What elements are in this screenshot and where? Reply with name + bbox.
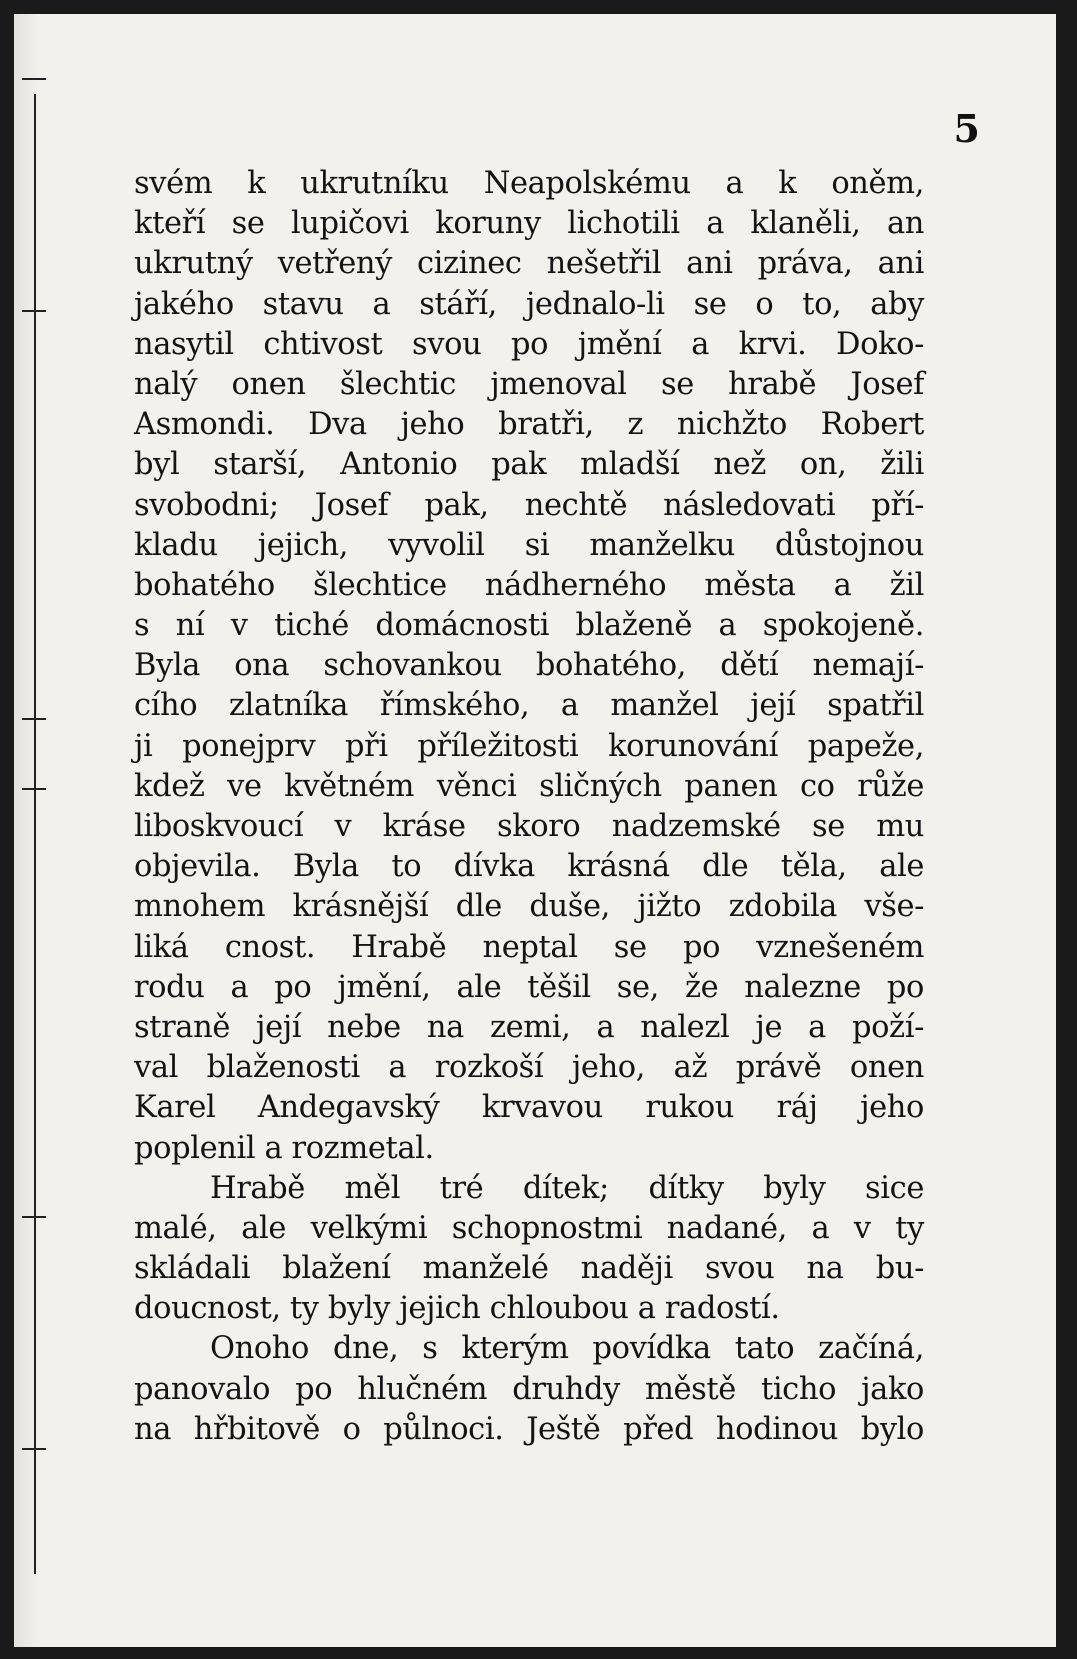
gutter-rule — [34, 94, 36, 1574]
text-line: straně její nebe na zemi, a nalezl je a poží- — [134, 1009, 924, 1045]
gutter-mark — [22, 78, 46, 80]
text-line: ji ponejprv při příležitosti korunování papeže, — [134, 728, 924, 764]
text-line: svém k ukrutníku Neapolskému a k oněm, — [134, 166, 924, 201]
page-number: 5 — [953, 106, 980, 151]
text-line: s ní v tiché domácnosti blaženě a spokojeně. — [134, 608, 924, 644]
text-line: val blaženosti a rozkoší jeho, až právě onen — [134, 1050, 924, 1086]
text-line: Onoho dne, s kterým povídka tato začíná, — [210, 1331, 924, 1367]
text-line: kladu jejich, vyvolil si manželku důstojnou — [134, 527, 924, 563]
gutter-mark — [22, 718, 46, 720]
gutter-mark — [22, 1448, 46, 1450]
text-line: kdež ve květném věnci sličných panen co růže — [134, 768, 924, 804]
text-line: mnohem krásnější dle duše, jižto zdobila vše- — [134, 889, 924, 925]
text-line: malé, ale velkými schopnostmi nadané, a v ty — [134, 1210, 924, 1246]
text-line: panovalo po hlučném druhdy městě ticho jako — [134, 1371, 924, 1407]
text-line: bohatého šlechtice nádherného města a žil — [134, 567, 924, 603]
text-line: cího zlatníka římského, a manžel její spatřil — [134, 688, 924, 724]
book-page — [14, 14, 1056, 1647]
body-text — [134, 164, 924, 1450]
text-line: Asmondi. Dva jeho bratři, z nichžto Robert — [134, 407, 924, 443]
text-line: poplenil a rozmetal. — [134, 1130, 434, 1166]
gutter-mark — [22, 1216, 46, 1218]
text-line: byl starší, Antonio pak mladší než on, žili — [134, 447, 924, 483]
text-line: liboskvoucí v kráse skoro nadzemské se mu — [134, 809, 924, 844]
text-line: nalý onen šlechtic jmenoval se hrabě Josef — [134, 366, 924, 402]
text-line: svobodni; Josef pak, nechtě následovati pří- — [134, 487, 924, 523]
text-line: ukrutný vetřený cizinec nešetřil ani práva, ani — [134, 246, 924, 282]
text-line: liká cnost. Hrabě neptal se po vznešeném — [134, 929, 924, 965]
text-line: jakého stavu a stáří, jednalo-li se o to, aby — [134, 286, 924, 322]
text-line: na hřbitově o půlnoci. Ještě před hodinou bylo — [134, 1411, 924, 1447]
text-line: kteří se lupičovi koruny lichotili a klaněli, an — [134, 206, 924, 242]
gutter-mark — [22, 310, 46, 312]
page-gutter — [14, 14, 40, 1647]
text-line: Hrabě měl tré dítek; dítky byly sice — [210, 1170, 924, 1206]
text-line: doucnost, ty byly jejich chloubou a radostí. — [134, 1291, 780, 1327]
text-line: skládali blažení manželé naději svou na bu- — [134, 1251, 924, 1287]
text-line: Byla ona schovankou bohatého, dětí nemají- — [134, 648, 924, 684]
text-line: nasytil chtivost svou po jmění a krvi. Doko- — [134, 326, 924, 362]
gutter-mark — [22, 788, 46, 790]
text-line: objevila. Byla to dívka krásná dle těla, ale — [134, 849, 924, 885]
text-line: rodu a po jmění, ale těšil se, že nalezne po — [134, 969, 924, 1005]
text-line: Karel Andegavský krvavou rukou ráj jeho — [134, 1090, 924, 1126]
